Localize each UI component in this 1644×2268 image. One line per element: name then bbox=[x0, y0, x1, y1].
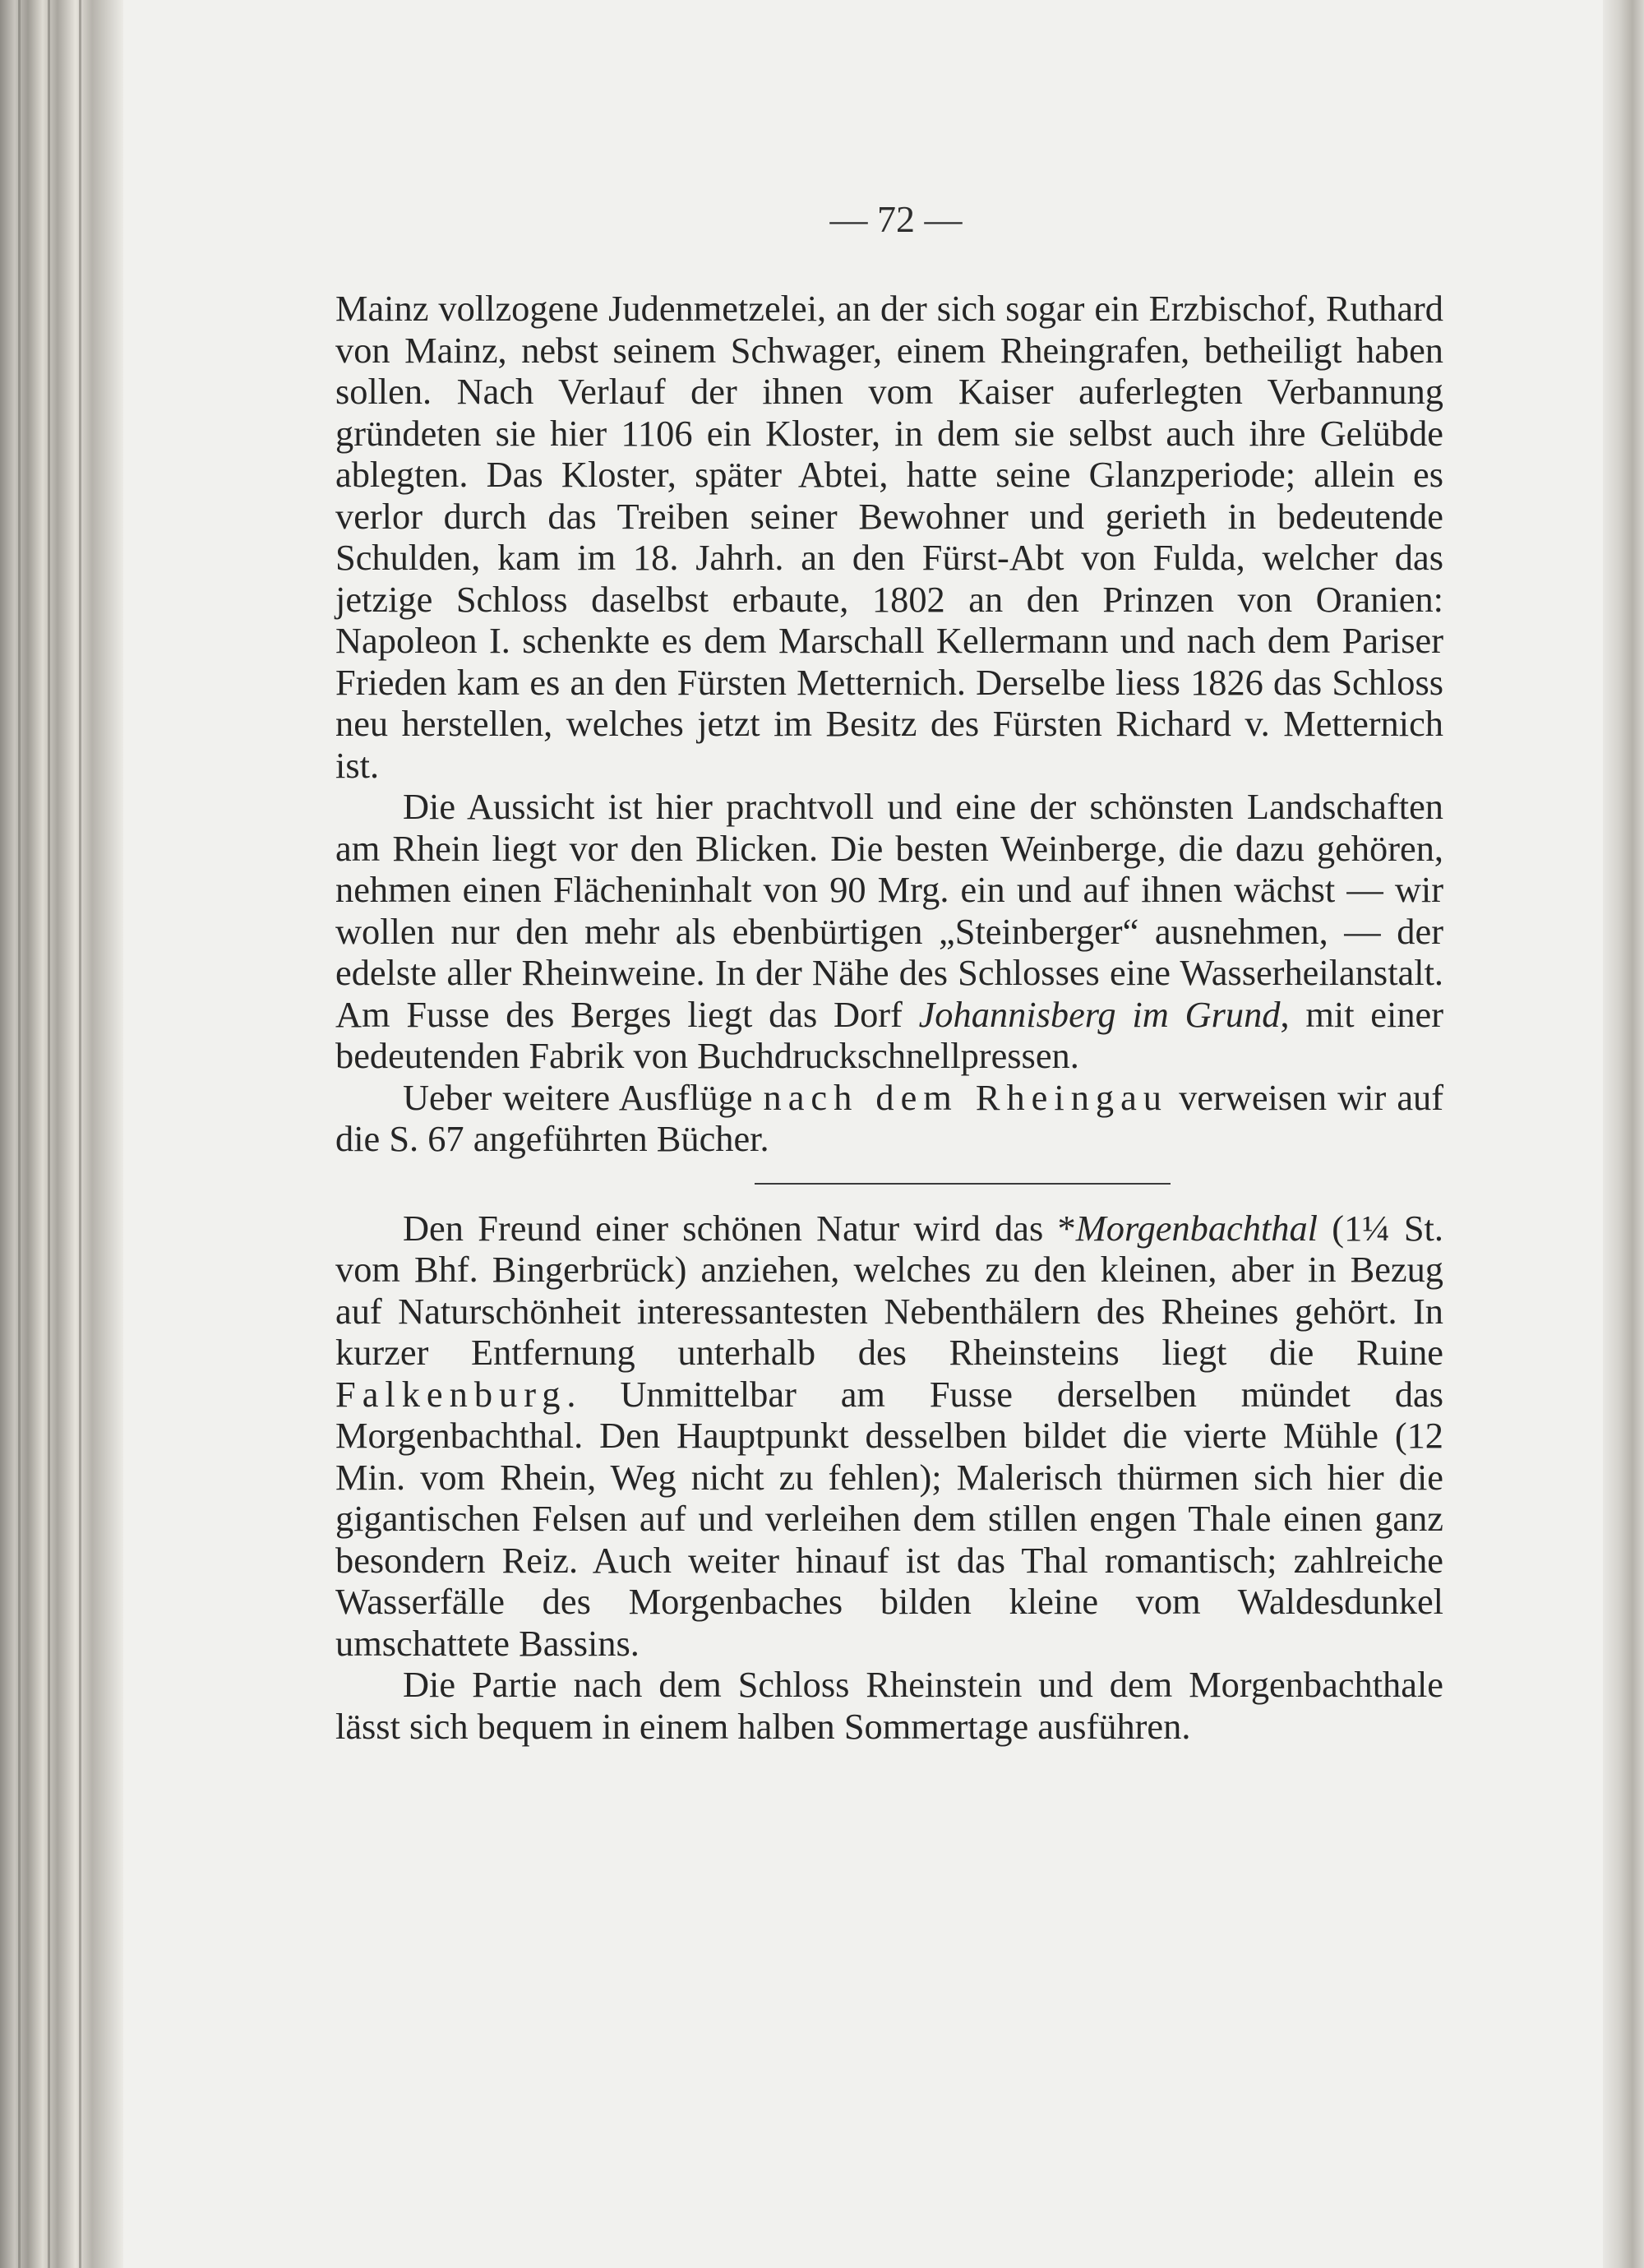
text-run: Ueber weitere Ausflüge bbox=[403, 1076, 764, 1118]
page-edge-line bbox=[18, 0, 21, 2268]
body-text bbox=[335, 288, 1443, 1747]
text-run: , mit einer bedeutenden Fabrik von Buchdruckschnellpressen. bbox=[335, 993, 1444, 1076]
page-edge-line bbox=[48, 0, 50, 2268]
paragraph bbox=[335, 288, 1443, 786]
italic-place-name: Morgenbachthal bbox=[1075, 1207, 1318, 1249]
page-edge-line bbox=[79, 0, 81, 2268]
text-run: Mainz vollzogene Judenmetzelei, an der sich sogar ein Erzbischof, Ruthard von Mainz, nebst seinem Schwager, einem Rheingrafen, betheiligt haben sollen. Nach Verlauf der ihnen vom Kaiser auferlegten Verbannung gründeten sie hier 1106 ein Kloster, in dem sie selbst auch ihre Gelübde ablegten. Das Kloster, später Abtei, hatte seine Glanzperiode; allein es verlor durch das Treiben seiner Bewohner und gerieth in bedeutende Schulden, kam im 18. Jahrh. an den Fürst-Abt von Fulda, welcher das jetzige Schloss daselbst erbaute, 1802 an den Prinzen von Oranien: Napoleon I. schenkte es dem Marschall Kellermann und nach dem Pariser Frieden kam es an den Fürsten Metternich. Derselbe liess 1826 das Schloss neu herstellen, welches jetzt im Besitz des Fürsten Richard v. Metternich ist. bbox=[335, 288, 1443, 786]
book-spine bbox=[0, 0, 123, 2268]
text-run: Die Partie nach dem Schloss Rheinstein und dem Morgenbachthale lässt sich bequem in einem halben Sommertage ausführen. bbox=[335, 1664, 1443, 1747]
spaced-emphasis: Falkenburg bbox=[335, 1373, 567, 1415]
page-number: — 72 — bbox=[829, 198, 963, 240]
text-run: . Unmittelbar am Fusse derselben mündet das Morgenbachthal. Den Hauptpunkt desselben bildet die vierte Mühle (12 Min. vom Rhein, Weg nicht zu fehlen); Malerisch thürmen sich hier die gigantischen Felsen auf und verleihen dem stillen engen Thale einen ganz besondern Reiz. Auch weiter hinauf ist das Thal romantisch; zahlreiche Wasserfälle des Morgenbaches bilden kleine vom Waldesdunkel umschattete Bassins. bbox=[335, 1373, 1443, 1664]
italic-place-name: Johannisberg im Grund bbox=[918, 993, 1281, 1035]
paragraph bbox=[335, 1664, 1443, 1747]
paragraph bbox=[335, 786, 1443, 1077]
paragraph bbox=[335, 1208, 1443, 1665]
text-run: verweisen wir auf die S. 67 angeführten Bücher. bbox=[335, 1076, 1444, 1159]
text-run: (1¼ St. vom Bhf. Bingerbrück) anziehen, welches zu den kleinen, aber in Bezug auf Naturschönheit interessantesten Nebenthälern des Rheines gehört. In kurzer Entfernung unterhalb des Rheinsteins liegt die Ruine bbox=[335, 1207, 1443, 1373]
text-run: Den Freund einer schönen Natur wird das * bbox=[403, 1207, 1076, 1249]
text-run: Die Aussicht ist hier prachtvoll und eine der schönsten Landschaften am Rhein liegt vor den Blicken. Die besten Weinberge, die dazu gehören, nehmen einen Flächeninhalt von 90 Mrg. ein und auf ihnen wächst — wir wollen nur den mehr als ebenbürtigen „Steinberger“ ausnehmen, — der edelste aller Rheinweine. In der Nähe des Schlosses eine Wasserheilanstalt. Am Fusse des Berges liegt das Dorf bbox=[335, 786, 1443, 1035]
paragraph bbox=[335, 1077, 1443, 1160]
section-divider bbox=[755, 1183, 1171, 1185]
spaced-emphasis: nach dem Rheingau bbox=[763, 1076, 1169, 1118]
page-right-edge bbox=[1603, 0, 1644, 2268]
